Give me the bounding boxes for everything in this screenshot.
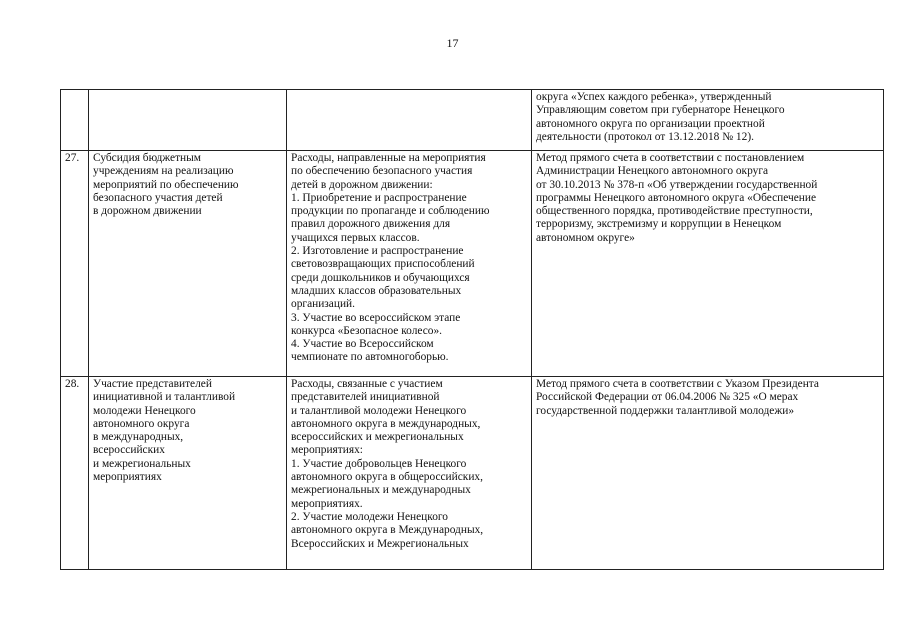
expense-line: правил дорожного движения для: [291, 218, 451, 231]
name-line: всероссийских: [93, 444, 165, 457]
name-line: учреждениям на реализацию: [93, 165, 234, 178]
expense-line: автономного округа в международных,: [291, 417, 481, 430]
method-line: автономного округа по организации проектной: [536, 117, 765, 130]
expense-line: всероссийских и межрегиональных: [291, 431, 464, 444]
expense-line: автономного округа в общероссийских,: [291, 471, 483, 484]
expense-line: световозвращающих приспособлений: [291, 258, 475, 271]
expense-line: учащихся первых классов.: [291, 231, 420, 244]
method-line: Администрации Ненецкого автономного округа: [536, 165, 769, 178]
expense-line: продукции по пропаганде и соблюдению: [291, 205, 490, 218]
method-line: Метод прямого счета в соответствии с Указом Президента: [536, 378, 819, 390]
table-row: [61, 151, 884, 377]
method-line: Метод прямого счета в соответствии с постановлением: [536, 152, 805, 164]
expense-line: представителей инициативной: [291, 391, 440, 404]
expense-line: 1. Приобретение и распространение: [291, 191, 467, 204]
expense-clip: [291, 378, 527, 566]
method-cell: [532, 151, 884, 377]
name-line: мероприятий по обеспечению: [93, 178, 239, 191]
method-line: Российской Федерации от 06.04.2006 № 325 «О мерах: [536, 391, 799, 404]
name-cell: [89, 151, 287, 377]
expense-line: детей в дорожном движении:: [291, 178, 433, 191]
method-cell: [532, 90, 884, 151]
expense-line: мероприятиях:: [291, 444, 363, 457]
page-number: 17: [446, 36, 459, 50]
name-line: безопасного участия детей: [93, 191, 223, 204]
expense-line: межрегиональных и международных: [291, 484, 471, 497]
method-line: деятельности (протокол от 13.12.2018 № 12).: [536, 130, 754, 143]
name-line: автономного округа: [93, 417, 190, 430]
method-line: общественного порядка, противодействие преступности,: [536, 205, 813, 218]
table-row: [61, 90, 884, 151]
expense-line: 2. Участие молодежи Ненецкого: [291, 510, 449, 523]
expense-line: 4. Участие во Всероссийском: [291, 338, 434, 351]
expense-line: автономного округа в Международных,: [291, 524, 484, 537]
method-line: государственной поддержки талантливой молодежи»: [536, 404, 795, 417]
name-cell: [89, 377, 287, 570]
expense-line: Расходы, связанные с участием: [291, 378, 443, 390]
name-line: Участие представителей: [93, 378, 212, 390]
table-row: [61, 377, 884, 570]
expense-line: и талантливой молодежи Ненецкого: [291, 404, 467, 417]
name-line: и межрегиональных: [93, 457, 191, 470]
expense-line: по обеспечению безопасного участия: [291, 165, 473, 178]
expense-line: 1. Участие добровольцев Ненецкого: [291, 457, 467, 470]
expense-line: младших классов образовательных: [291, 284, 462, 297]
expense-line: 2. Изготовление и распространение: [291, 245, 464, 258]
expense-line: чемпионате по автомногоборью.: [291, 351, 449, 364]
method-cell: [532, 377, 884, 570]
expense-line: организаций.: [291, 298, 355, 311]
expense-line: Расходы, направленные на мероприятия: [291, 152, 486, 164]
name-line: в дорожном движении: [93, 205, 202, 218]
name-line: мероприятиях: [93, 471, 162, 484]
expense-cell: [287, 151, 532, 377]
method-line: программы Ненецкого автономного округа «Обеспечение: [536, 191, 817, 204]
expense-cell: [287, 377, 532, 570]
row-number-cell: [61, 90, 89, 151]
expense-line: мероприятиях.: [291, 497, 363, 510]
method-line: от 30.10.2013 № 378-п «Об утверждении государственной: [536, 178, 818, 191]
expense-line: Всероссийских и Межрегиональных: [291, 537, 469, 550]
row-number-cell: 28.: [61, 377, 89, 570]
method-line: округа «Успех каждого ребенка», утвержденный: [536, 91, 772, 103]
name-line: молодежи Ненецкого: [93, 404, 196, 417]
row-number-cell: 27.: [61, 151, 89, 377]
expense-line: конкурса «Безопасное колесо».: [291, 324, 443, 337]
method-line: автономном округе»: [536, 231, 635, 244]
method-line: терроризму, экстремизму и коррупции в Ненецком: [536, 218, 782, 231]
name-cell: [89, 90, 287, 151]
expense-cell: [287, 90, 532, 151]
name-line: Субсидия бюджетным: [93, 152, 202, 164]
name-line: инициативной и талантливой: [93, 391, 236, 404]
expense-methods-table: [60, 89, 884, 570]
method-line: Управляющим советом при губернаторе Ненецкого: [536, 104, 785, 117]
expense-line: 3. Участие во всероссийском этапе: [291, 311, 461, 324]
expense-line: среди дошкольников и обучающихся: [291, 271, 470, 284]
name-line: в международных,: [93, 431, 184, 444]
